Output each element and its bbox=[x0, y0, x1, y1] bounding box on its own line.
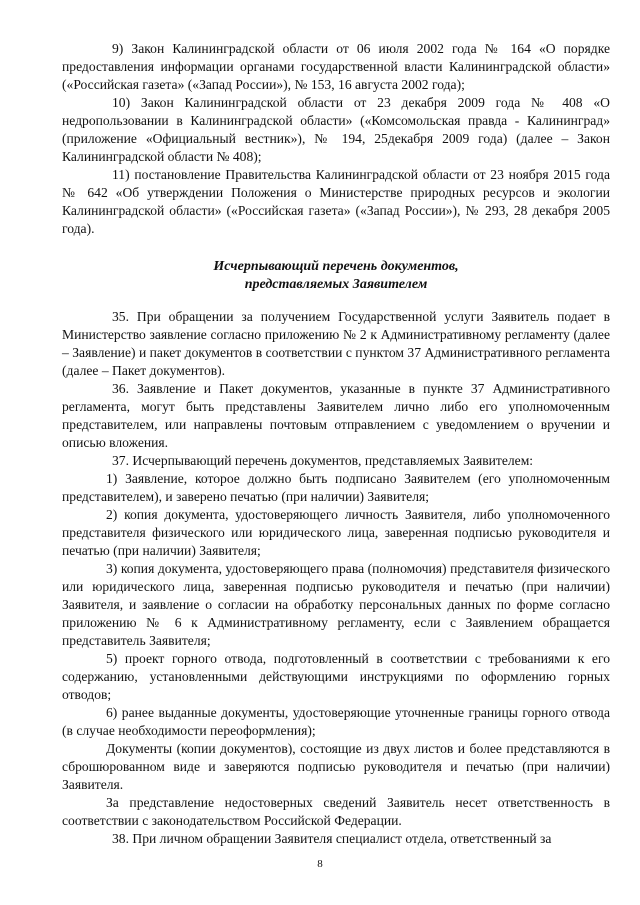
paragraph-38: 38. При личном обращении Заявителя специалист отдела, ответственный за bbox=[112, 831, 552, 846]
list-item-3: 3) копия документа, удостоверяющего права (полномочия) представителя физического или юридического лица, заверенная подписью руководителя и печатью (при наличии) Заявителя, и заявление о согласии на обработку персональных данных по форме согласно приложению № 6 к Административному регламенту, если с Заявлением обращается представитель Заявителя; bbox=[62, 561, 610, 648]
law-item-10: 10) Закон Калининградской области от 23 декабря 2009 года № 408 «О недропользовании в Калининградской области» («Комсомольская правда - Калининград» (приложение «Официальный вестник»), № 194, 25декабря 2009 года) (далее – Закон Калининградской области № 408); bbox=[62, 95, 610, 164]
law-item-11: 11) постановление Правительства Калининградской области от 23 ноября 2015 года № 642 «Об утверждении Положения о Министерстве природных ресурсов и экологии Калининградской области» («Российская газета» («Запад России»), № 293, 28 декабря 2005 года). bbox=[62, 167, 610, 236]
paragraph-36: 36. Заявление и Пакет документов, указанные в пункте 37 Административного регламента, могут быть представлены Заявителем лично либо его уполномоченным представителем, или направлены почтовым отправлением с уведомлением о вручении и описью вложения. bbox=[62, 381, 610, 450]
documents-note: Документы (копии документов), состоящие из двух листов и более представляются в сброшюрованном виде и заверяются подписью руководителя и печатью (при наличии) Заявителя. bbox=[62, 741, 610, 792]
list-item-6: 6) ранее выданные документы, удостоверяющие уточненные границы горного отвода (в случае необходимости переоформления); bbox=[62, 705, 610, 738]
page-number: 8 bbox=[317, 858, 323, 870]
law-item-9: 9) Закон Калининградской области от 06 июля 2002 года № 164 «О порядке предоставления информации органами государственной власти Калининградской области» («Российская газета» («Запад России»), № 153, 16 августа 2002 года); bbox=[62, 41, 610, 92]
list-item-1: 1) Заявление, которое должно быть подписано Заявителем (его уполномоченным представителем), и заверено печатью (при наличии) Заявителя; bbox=[62, 471, 610, 504]
section-heading bbox=[62, 258, 610, 294]
section-heading-line-2: представляемых Заявителем bbox=[244, 277, 428, 292]
paragraph-37: 37. Исчерпывающий перечень документов, представляемых Заявителем: bbox=[112, 453, 534, 468]
responsibility-note: За представление недостоверных сведений Заявитель несет ответственность в соответствии с законодательством Российской Федерации. bbox=[62, 795, 610, 828]
list-item-5: 5) проект горного отвода, подготовленный в соответствии с требованиями к его содержанию, установленными действующими инструкциями по оформлению горных отводов; bbox=[62, 651, 610, 702]
list-item-2: 2) копия документа, удостоверяющего личность Заявителя, либо уполномоченного представителя физического или юридического лица, заверенная подписью руководителя и печатью (при наличии) Заявителя; bbox=[62, 507, 610, 558]
section-heading-line-1: Исчерпывающий перечень документов, bbox=[213, 259, 459, 274]
paragraph-35: 35. При обращении за получением Государственной услуги Заявитель подает в Министерство заявление согласно приложению № 2 к Административному регламенту (далее – Заявление) и пакет документов в соответствии с пунктом 37 Административного регламента (далее – Пакет документов). bbox=[62, 309, 610, 378]
